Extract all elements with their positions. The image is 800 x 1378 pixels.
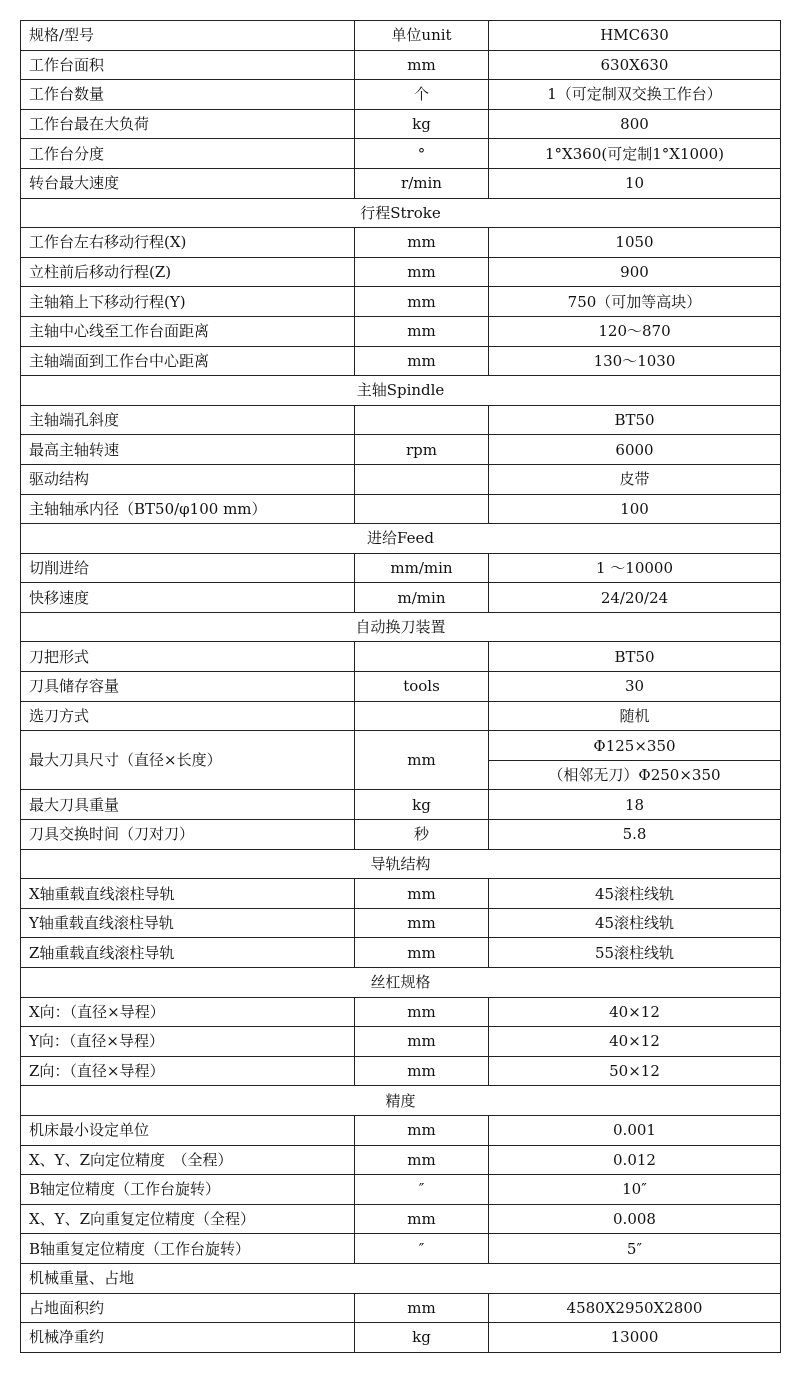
table-row	[21, 1234, 781, 1264]
table-row	[21, 879, 781, 909]
spec-name-cell: 机床最小设定单位	[21, 1115, 355, 1145]
spec-unit-cell: mm	[355, 257, 489, 287]
spec-value-cell: BT50	[489, 405, 781, 435]
spec-value-cell: 45滚柱线轨	[489, 908, 781, 938]
spec-value-cell: 0.012	[489, 1145, 781, 1175]
table-row	[21, 731, 781, 761]
spec-name-cell: B轴定位精度（工作台旋转）	[21, 1175, 355, 1205]
spec-value-cell: 1 ～10000	[489, 553, 781, 583]
spec-name-cell: 机械净重约	[21, 1323, 355, 1353]
spec-value-cell: 630X630	[489, 50, 781, 80]
spec-unit-cell	[355, 701, 489, 731]
section-row	[21, 1086, 781, 1116]
spec-name-cell: 主轴轴承内径（BT50/φ100 mm）	[21, 494, 355, 524]
spec-unit-cell: kg	[355, 109, 489, 139]
spec-unit-cell: tools	[355, 672, 489, 702]
spec-name-cell: X、Y、Z向重复定位精度（全程）	[21, 1204, 355, 1234]
spec-value-cell: 5.8	[489, 820, 781, 850]
section-title: 主轴Spindle	[21, 376, 781, 406]
spec-unit-cell: mm	[355, 908, 489, 938]
spec-name-cell: X向：（直径×导程）	[21, 997, 355, 1027]
spec-unit-cell: mm/min	[355, 553, 489, 583]
spec-unit-cell: mm	[355, 1056, 489, 1086]
table-row	[21, 938, 781, 968]
spec-name-cell: 占地面积约	[21, 1293, 355, 1323]
spec-value-cell: 10	[489, 168, 781, 198]
section-title: 自动换刀装置	[21, 612, 781, 642]
section-row	[21, 612, 781, 642]
spec-value-cell: 1（可定制双交换工作台）	[489, 80, 781, 110]
section-row	[21, 968, 781, 998]
spec-value-cell: 40×12	[489, 997, 781, 1027]
spec-value-cell: 45滚柱线轨	[489, 879, 781, 909]
spec-value-cell: 0.001	[489, 1115, 781, 1145]
spec-unit-cell: ″	[355, 1175, 489, 1205]
table-row	[21, 139, 781, 169]
section-title: 机械重量、占地	[21, 1263, 781, 1293]
spec-name-cell: 工作台面积	[21, 50, 355, 80]
spec-value-cell: 55滚柱线轨	[489, 938, 781, 968]
spec-value-cell: （相邻无刀）Φ250×350	[489, 760, 781, 790]
spec-name-cell: 主轴中心线至工作台面距离	[21, 316, 355, 346]
table-row	[21, 1145, 781, 1175]
spec-name-cell: 最大刀具尺寸（直径×长度）	[21, 731, 355, 790]
table-row	[21, 346, 781, 376]
spec-unit-cell: mm	[355, 731, 489, 790]
section-row	[21, 376, 781, 406]
spec-name-cell: 工作台最在大负荷	[21, 109, 355, 139]
spec-value-cell: 50×12	[489, 1056, 781, 1086]
spec-name-cell: 主轴端面到工作台中心距离	[21, 346, 355, 376]
spec-name-cell: X、Y、Z向定位精度 （全程）	[21, 1145, 355, 1175]
spec-name-cell: 选刀方式	[21, 701, 355, 731]
table-row	[21, 228, 781, 258]
spec-value-cell: 24/20/24	[489, 583, 781, 613]
spec-name-cell: 最高主轴转速	[21, 435, 355, 465]
table-row	[21, 997, 781, 1027]
spec-unit-cell: mm	[355, 1115, 489, 1145]
spec-value-cell: 30	[489, 672, 781, 702]
table-row	[21, 1115, 781, 1145]
spec-unit-cell: mm	[355, 50, 489, 80]
spec-name-cell: 刀把形式	[21, 642, 355, 672]
table-row	[21, 464, 781, 494]
spec-name-cell: B轴重复定位精度（工作台旋转）	[21, 1234, 355, 1264]
spec-table	[20, 20, 781, 1353]
spec-name-cell: Y向：（直径×导程）	[21, 1027, 355, 1057]
table-row	[21, 672, 781, 702]
table-row	[21, 1027, 781, 1057]
spec-table-body	[21, 21, 781, 1353]
spec-value-cell: 120～870	[489, 316, 781, 346]
spec-value-cell: Φ125×350	[489, 731, 781, 761]
spec-unit-cell: mm	[355, 346, 489, 376]
section-title: 精度	[21, 1086, 781, 1116]
spec-value-cell: 13000	[489, 1323, 781, 1353]
table-row	[21, 109, 781, 139]
spec-value-cell: 1050	[489, 228, 781, 258]
spec-value-cell: 40×12	[489, 1027, 781, 1057]
header-spec-model: 规格/型号	[21, 21, 355, 51]
section-title: 行程Stroke	[21, 198, 781, 228]
header-unit: 单位unit	[355, 21, 489, 51]
table-row	[21, 287, 781, 317]
section-row	[21, 1263, 781, 1293]
spec-name-cell: 转台最大速度	[21, 168, 355, 198]
table-row	[21, 316, 781, 346]
spec-unit-cell: mm	[355, 1204, 489, 1234]
spec-value-cell: 900	[489, 257, 781, 287]
spec-name-cell: 切削进给	[21, 553, 355, 583]
section-title: 丝杠规格	[21, 968, 781, 998]
spec-value-cell: 随机	[489, 701, 781, 731]
spec-unit-cell: kg	[355, 790, 489, 820]
table-row	[21, 494, 781, 524]
spec-unit-cell: 个	[355, 80, 489, 110]
spec-value-cell: 18	[489, 790, 781, 820]
spec-value-cell: 800	[489, 109, 781, 139]
spec-name-cell: 快移速度	[21, 583, 355, 613]
spec-unit-cell: r/min	[355, 168, 489, 198]
spec-unit-cell: mm	[355, 879, 489, 909]
spec-value-cell: 6000	[489, 435, 781, 465]
spec-unit-cell: mm	[355, 228, 489, 258]
spec-unit-cell: rpm	[355, 435, 489, 465]
spec-name-cell: 立柱前后移动行程(Z)	[21, 257, 355, 287]
section-row	[21, 524, 781, 554]
spec-name-cell: Z轴重载直线滚柱导轨	[21, 938, 355, 968]
table-row	[21, 583, 781, 613]
table-row	[21, 168, 781, 198]
spec-value-cell: BT50	[489, 642, 781, 672]
spec-unit-cell: 秒	[355, 820, 489, 850]
spec-unit-cell: m/min	[355, 583, 489, 613]
table-row	[21, 1293, 781, 1323]
table-row	[21, 435, 781, 465]
table-row	[21, 80, 781, 110]
spec-unit-cell	[355, 642, 489, 672]
table-row	[21, 257, 781, 287]
table-row	[21, 50, 781, 80]
spec-value-cell: 1°X360(可定制1°X1000)	[489, 139, 781, 169]
spec-value-cell: 10″	[489, 1175, 781, 1205]
spec-unit-cell	[355, 464, 489, 494]
spec-name-cell: X轴重载直线滚柱导轨	[21, 879, 355, 909]
table-row	[21, 908, 781, 938]
spec-name-cell: Z向：（直径×导程）	[21, 1056, 355, 1086]
table-row	[21, 1204, 781, 1234]
spec-value-cell: 4580X2950X2800	[489, 1293, 781, 1323]
table-row	[21, 405, 781, 435]
section-title: 导轨结构	[21, 849, 781, 879]
spec-unit-cell: mm	[355, 287, 489, 317]
spec-name-cell: 最大刀具重量	[21, 790, 355, 820]
table-row	[21, 790, 781, 820]
spec-unit-cell: mm	[355, 997, 489, 1027]
spec-name-cell: 工作台数量	[21, 80, 355, 110]
spec-value-cell: 皮带	[489, 464, 781, 494]
spec-name-cell: Y轴重载直线滚柱导轨	[21, 908, 355, 938]
spec-name-cell: 刀具储存容量	[21, 672, 355, 702]
spec-name-cell: 刀具交换时间（刀对刀）	[21, 820, 355, 850]
spec-name-cell: 工作台分度	[21, 139, 355, 169]
spec-value-cell: 750（可加等高块）	[489, 287, 781, 317]
spec-name-cell: 工作台左右移动行程(X)	[21, 228, 355, 258]
spec-unit-cell: °	[355, 139, 489, 169]
spec-unit-cell	[355, 405, 489, 435]
spec-name-cell: 驱动结构	[21, 464, 355, 494]
spec-value-cell: 5″	[489, 1234, 781, 1264]
table-row	[21, 553, 781, 583]
spec-unit-cell	[355, 494, 489, 524]
table-row	[21, 1175, 781, 1205]
spec-name-cell: 主轴端孔斜度	[21, 405, 355, 435]
spec-unit-cell: mm	[355, 316, 489, 346]
section-row	[21, 198, 781, 228]
spec-unit-cell: mm	[355, 938, 489, 968]
table-row	[21, 820, 781, 850]
table-row	[21, 1323, 781, 1353]
table-row	[21, 701, 781, 731]
table-header-row	[21, 21, 781, 51]
spec-unit-cell: kg	[355, 1323, 489, 1353]
header-model-value: HMC630	[489, 21, 781, 51]
spec-value-cell: 100	[489, 494, 781, 524]
section-row	[21, 849, 781, 879]
spec-unit-cell: mm	[355, 1293, 489, 1323]
spec-unit-cell: mm	[355, 1145, 489, 1175]
spec-value-cell: 130～1030	[489, 346, 781, 376]
spec-unit-cell: mm	[355, 1027, 489, 1057]
spec-name-cell: 主轴箱上下移动行程(Y)	[21, 287, 355, 317]
spec-unit-cell: ″	[355, 1234, 489, 1264]
table-row	[21, 1056, 781, 1086]
spec-value-cell: 0.008	[489, 1204, 781, 1234]
section-title: 进给Feed	[21, 524, 781, 554]
table-row	[21, 642, 781, 672]
